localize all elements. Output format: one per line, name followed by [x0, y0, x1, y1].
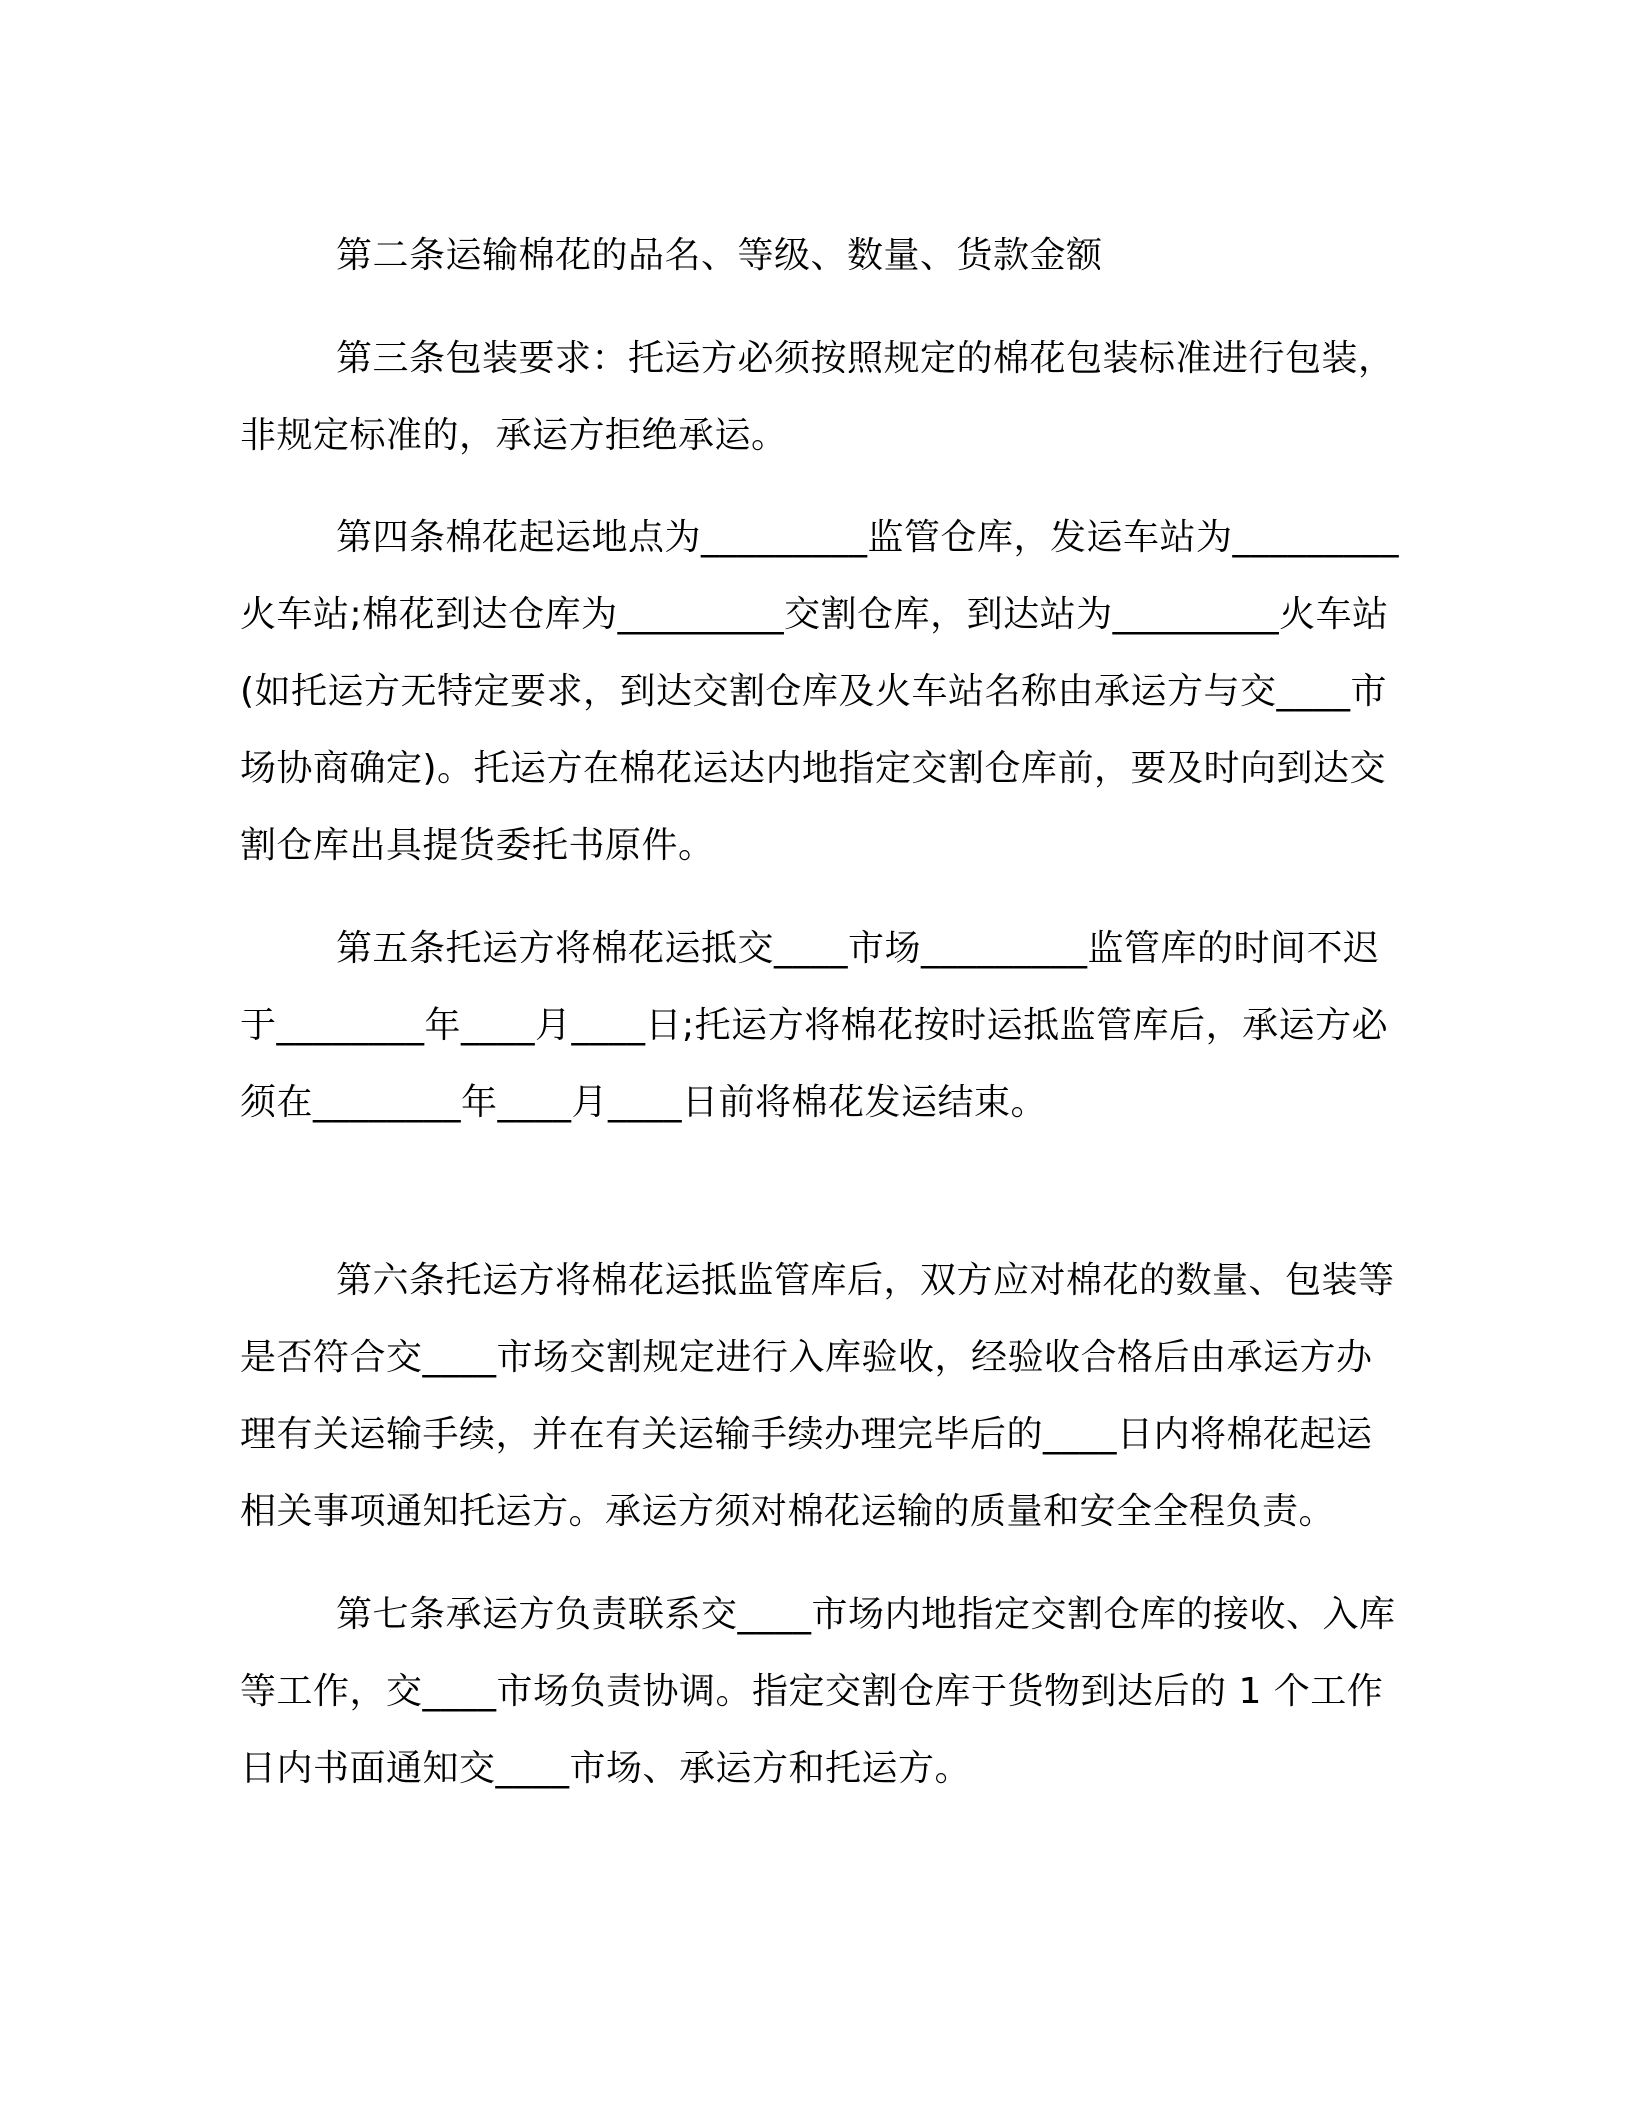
article-5-paragraph: 第五条托运方将棉花运抵交____市场_________监管库的时间不迟于________年____月____日;托运方将棉花按时运抵监管库后，承运方必须在________年____月____日前将棉花发运结束。: [240, 928, 1389, 1123]
article-3-paragraph: 第三条包装要求：托运方必须按照规定的棉花包装标准进行包装，非规定标准的，承运方拒绝承运。: [240, 338, 1395, 456]
article-7-paragraph: 第七条承运方负责联系交____市场内地指定交割仓库的接收、入库等工作，交____市场负责协调。指定交割仓库于货物到达后的 1 个工作日内书面通知交____市场、承运方和托运方。: [240, 1594, 1396, 1789]
article-2-paragraph: 第二条运输棉花的品名、等级、数量、货款金额: [336, 235, 1103, 276]
article-6-paragraph: 第六条托运方将棉花运抵监管库后，双方应对棉花的数量、包装等是否符合交____市场交割规定进行入库验收，经验收合格后由承运方办理有关运输手续，并在有关运输手续办理完毕后的____日内将棉花起运相关事项通知托运方。承运方须对棉花运输的质量和安全全程负责。: [240, 1260, 1395, 1532]
article-4-paragraph: 第四条棉花起运地点为_________监管仓库，发运车站为_________火车站;棉花到达仓库为_________交割仓库，到达站为_________火车站(如托运方无特定要求，到达交割仓库及火车站名称由承运方与交____市场协商确定)。托运方在棉花运达内地指定交割仓库前，要及时向到达交割仓库出具提货委托书原件。: [240, 517, 1400, 866]
